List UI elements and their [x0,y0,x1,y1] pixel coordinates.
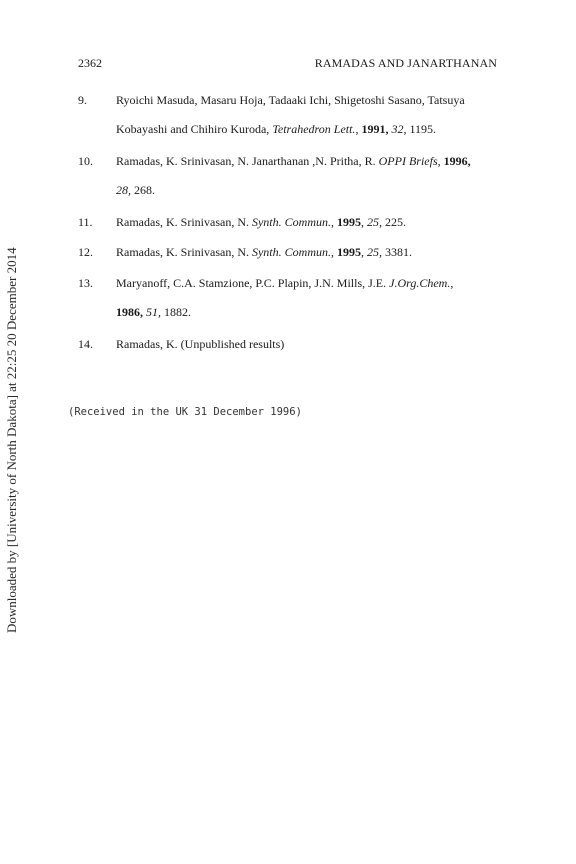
reference-text: Ramadas, K. Srinivasan, N. [116,215,252,229]
reference-line [116,154,471,168]
reference-text: 1995 [336,215,361,229]
reference-text: OPPI Briefs [378,154,438,168]
reference-text: , [355,122,362,136]
reference-text: 1882. [161,305,191,319]
reference-text: Tetrahedron Lett. [272,122,356,136]
reference-text: 28, [116,183,131,197]
reference-text: J.Org.Chem. [389,276,451,290]
reference-text: 1991, [361,122,389,136]
reference-line [116,337,284,351]
reference-text: , [360,245,367,259]
reference-number: 11. [78,215,93,229]
reference-number: 13. [78,276,93,290]
reference-text: 25, [366,215,382,229]
reference-text: 3381. [381,245,412,259]
reference-text: 1195. [406,122,436,136]
reference-text: Kobayashi and Chihiro Kuroda, [116,122,273,136]
reference-text: Ryoichi Masuda, Masaru Hoja, Tadaaki Ichi, Shigetoshi Sasano, Tatsuya [116,93,465,107]
reference-line [116,276,453,290]
received-note: (Received in the UK 31 December 1996) [68,406,302,418]
download-notice: Downloaded by [University of North Dakota] at 22:25 20 December 2014 [4,247,19,633]
reference-line [116,215,406,229]
reference-text: Synth. Commun. [251,215,331,229]
reference-number: 10. [78,154,93,168]
reference-text: Ramadas, K. Srinivasan, N. Janarthanan ,N. Pritha, R. [116,154,379,168]
reference-text: , [360,215,367,229]
reference-text: 51, [146,305,161,319]
running-head: RAMADAS AND JANARTHANAN [314,56,497,70]
reference-text: 32, [391,122,407,136]
reference-text: Ramadas, K. (Unpublished results) [116,337,285,351]
reference-text: , [437,154,444,168]
reference-text: 1996, [443,154,471,168]
reference-text: , [450,276,454,290]
reference-text: Synth. Commun. [251,245,331,259]
reference-line [116,245,412,259]
reference-text: , [330,215,337,229]
reference-text: 268. [131,183,155,197]
reference-text: 1995 [336,245,361,259]
reference-number: 12. [78,245,93,259]
reference-text: Maryanoff, C.A. Stamzione, P.C. Plapin, J.N. Mills, J.E. [116,276,390,290]
reference-line [116,305,191,319]
reference-number: 14. [78,337,93,351]
reference-text: 1986, [116,305,143,319]
reference-text: 25, [366,245,382,259]
reference-line [116,122,436,136]
reference-text: , [330,245,337,259]
page-number: 2362 [78,56,102,70]
reference-text: Ramadas, K. Srinivasan, N. [116,245,252,259]
reference-line [116,183,155,197]
reference-number: 9. [78,93,87,107]
reference-line [116,93,465,107]
reference-text: 225. [381,215,406,229]
